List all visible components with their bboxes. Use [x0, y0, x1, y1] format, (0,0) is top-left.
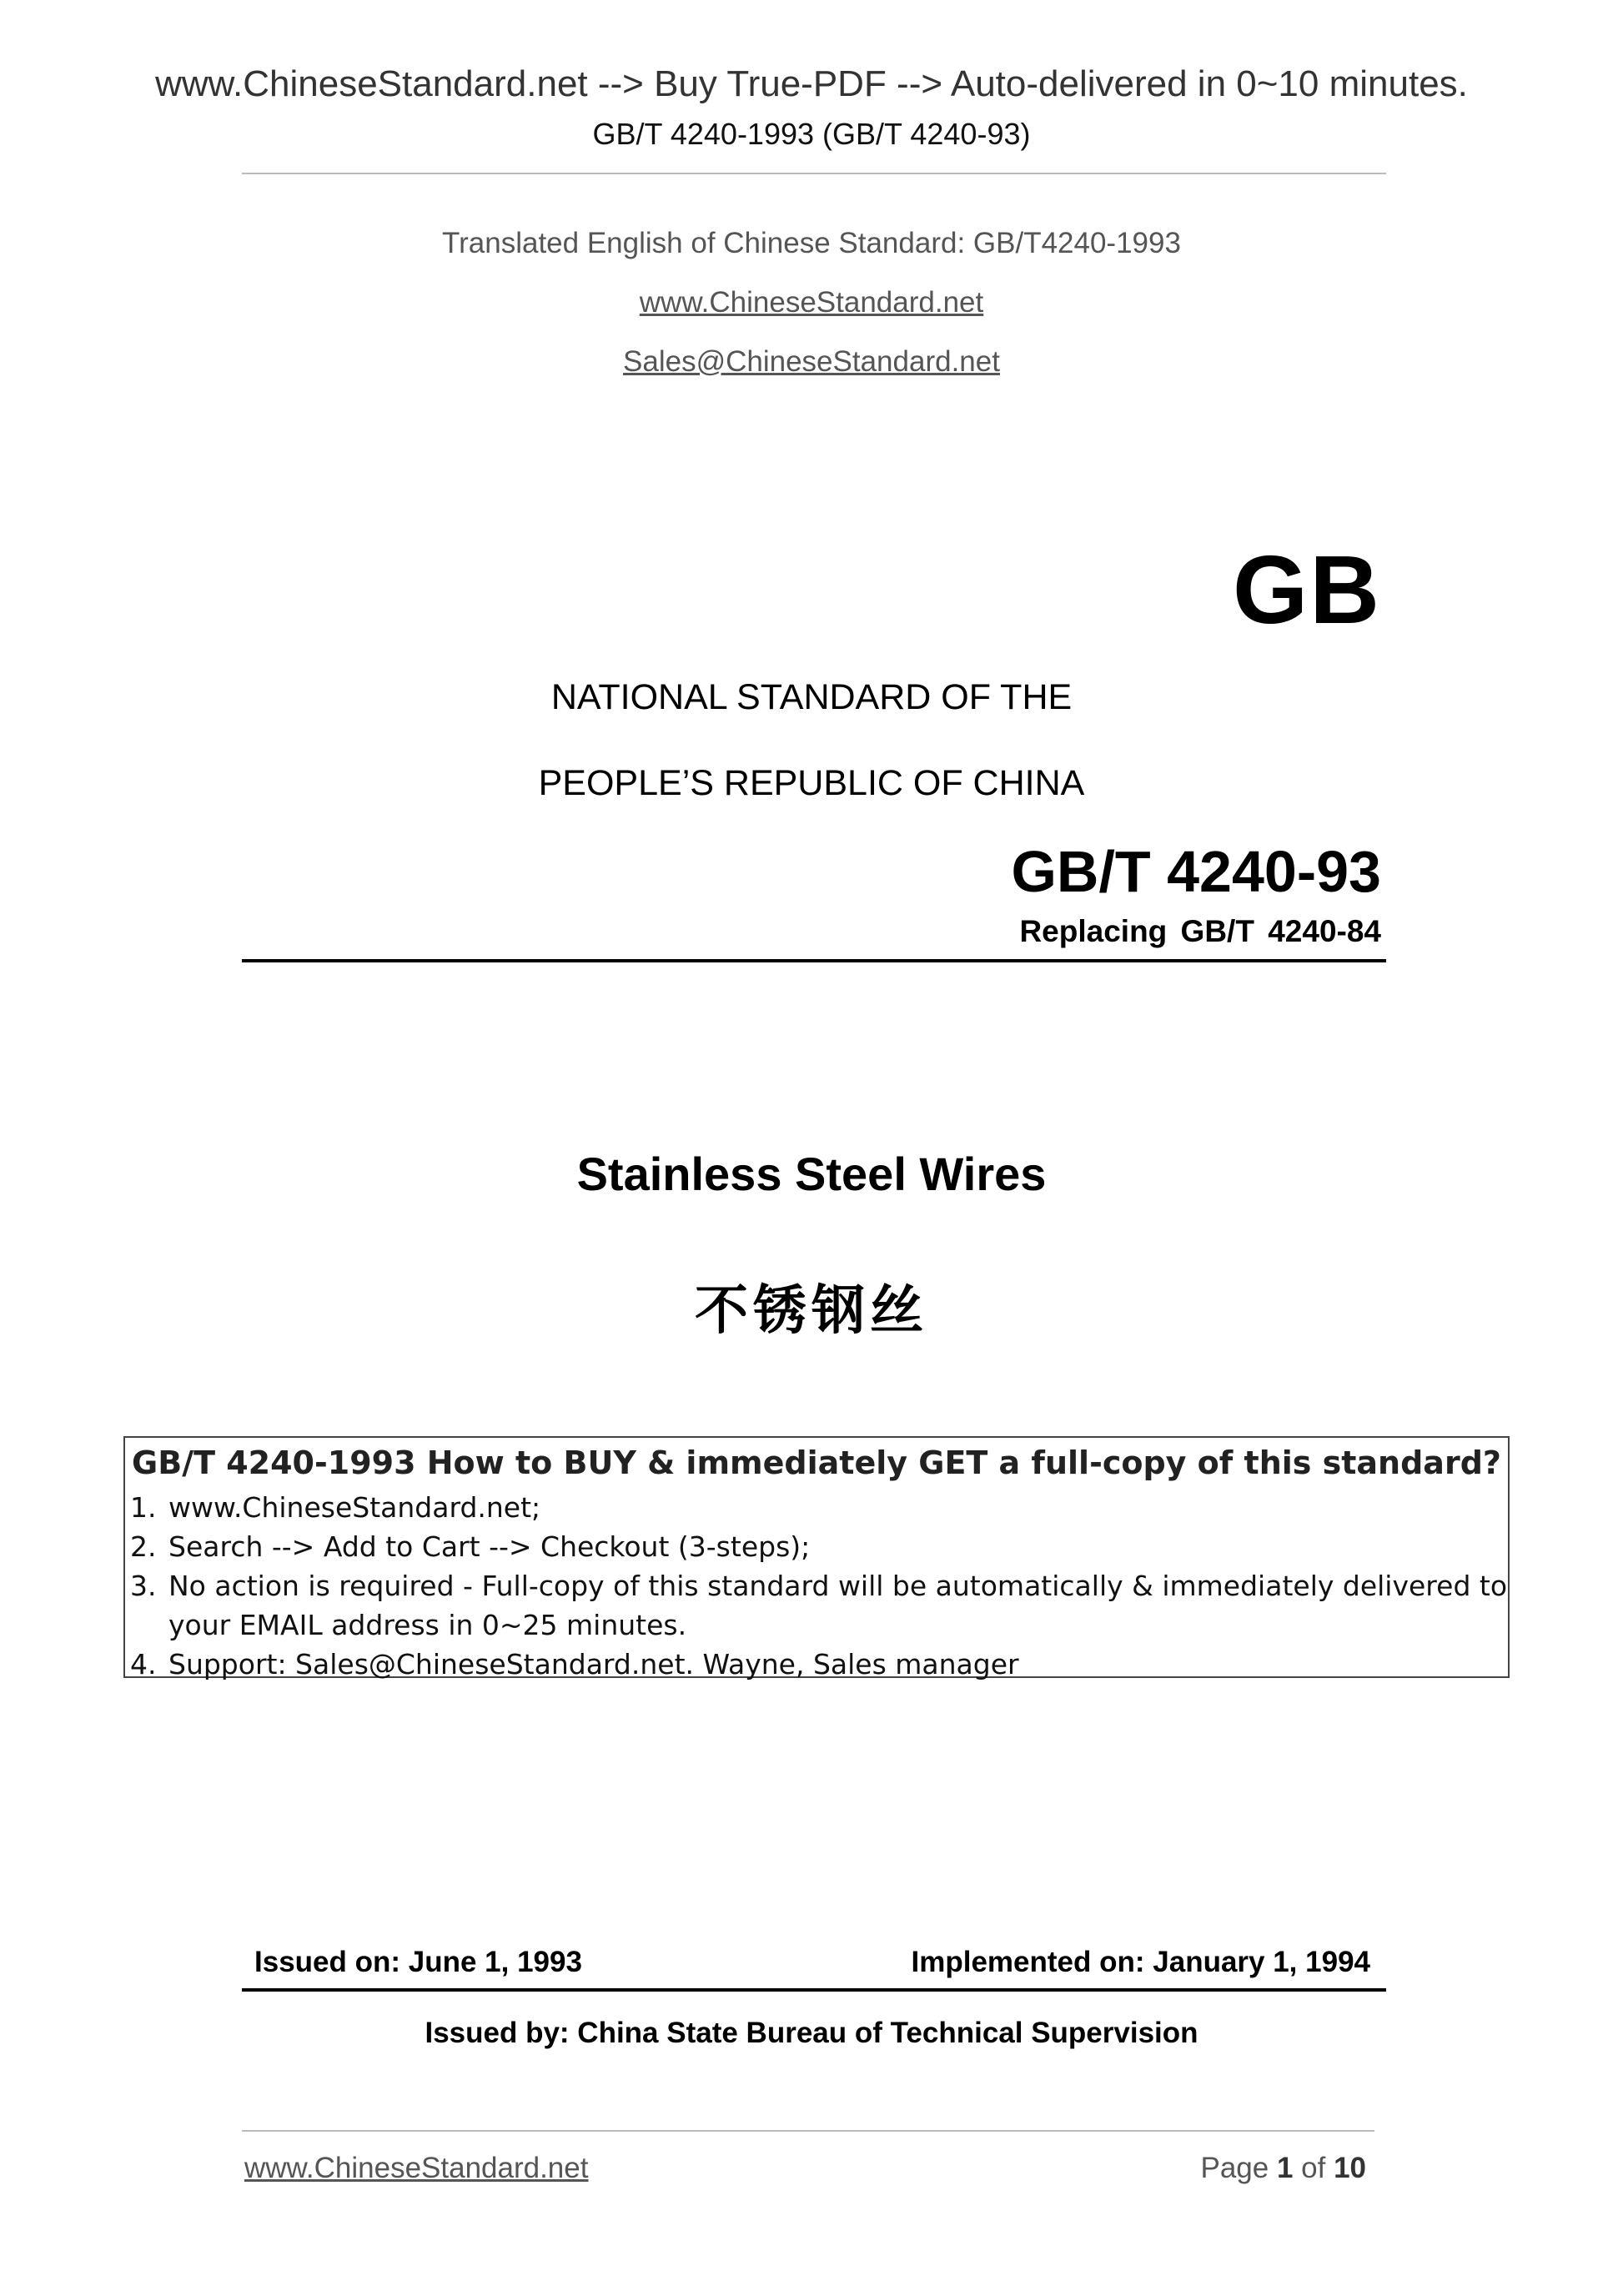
- buy-box-heading: GB/T 4240-1993 How to BUY & immediately GET a full-copy of this standard?: [132, 1444, 1501, 1481]
- issued-by: Issued by: China State Bureau of Technical Supervision: [425, 2017, 1198, 2049]
- list-item: [125, 1645, 1508, 1684]
- header-banner: www.ChineseStandard.net --> Buy True-PDF --> Auto-delivered in 0~10 minutes.: [155, 63, 1468, 104]
- list-item-number: 2.: [130, 1530, 157, 1563]
- page-current: 1: [1276, 2152, 1294, 2184]
- list-item-text: Search --> Add to Cart --> Checkout (3-steps);: [168, 1530, 811, 1563]
- website-link-row: [0, 286, 1623, 319]
- page-total: 10: [1334, 2152, 1366, 2184]
- cover-divider: [242, 959, 1386, 962]
- list-item-text: No action is required - Full-copy of this standard will be automatically & immediately delivered to your EMAIL address in 0~25 minutes.: [168, 1570, 1508, 1641]
- dates-divider: [242, 1988, 1386, 1992]
- list-item-text: www.ChineseStandard.net;: [168, 1491, 541, 1524]
- title-chinese: 不锈钢丝: [695, 1279, 928, 1342]
- list-item-number: 1.: [130, 1491, 157, 1524]
- list-item-number: 4.: [130, 1648, 157, 1681]
- issued-date: Issued on: June 1, 1993: [254, 1946, 582, 1978]
- website-link[interactable]: www.ChineseStandard.net: [639, 286, 984, 319]
- list-item-text: Support: Sales@ChineseStandard.net. Wayne, Sales manager: [168, 1648, 1019, 1681]
- footer-website-link[interactable]: www.ChineseStandard.net: [244, 2152, 589, 2184]
- buy-steps-list: [125, 1488, 1508, 1684]
- title-english: Stainless Steel Wires: [576, 1148, 1047, 1200]
- standard-code: GB/T 4240-93: [1011, 839, 1381, 904]
- national-line-1: NATIONAL STANDARD OF THE: [550, 677, 1073, 717]
- list-item: [125, 1488, 1508, 1527]
- list-item-number: 3.: [130, 1570, 157, 1602]
- page-prefix: Page: [1200, 2152, 1277, 2184]
- page-of: of: [1293, 2152, 1334, 2184]
- buy-info-box: [123, 1436, 1510, 1681]
- translated-line: Translated English of Chinese Standard: GB/T4240-1993: [442, 227, 1181, 259]
- gb-mark: GB: [1233, 535, 1381, 644]
- national-line-2: PEOPLE’S REPUBLIC OF CHINA: [538, 763, 1085, 803]
- implemented-date: Implemented on: January 1, 1994: [911, 1946, 1370, 1978]
- page-indicator: [1200, 2152, 1366, 2185]
- footer-divider: [242, 2130, 1374, 2132]
- header-divider: [242, 173, 1386, 174]
- replacing-line: Replacing GB/T 4240-84: [1019, 914, 1381, 948]
- list-item: [125, 1527, 1508, 1566]
- email-link[interactable]: Sales@ChineseStandard.net: [623, 345, 1000, 378]
- email-link-row: [0, 345, 1623, 379]
- list-item: [125, 1566, 1508, 1645]
- header-code-line: GB/T 4240-1993 (GB/T 4240-93): [592, 117, 1031, 151]
